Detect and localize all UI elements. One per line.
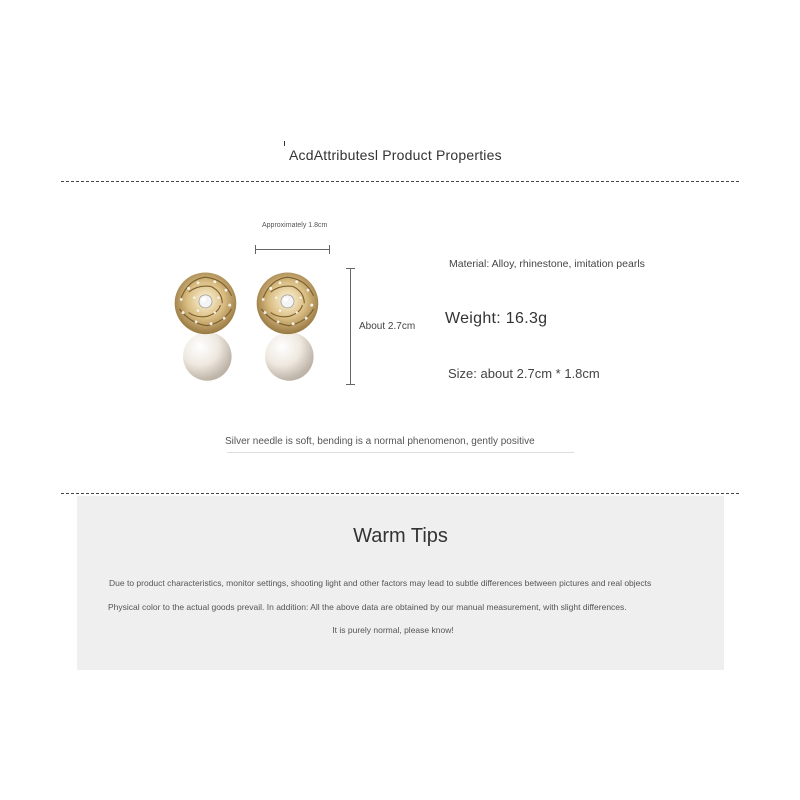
divider-bottom	[61, 493, 739, 494]
spec-size: Size: about 2.7cm * 1.8cm	[448, 366, 600, 381]
title-tick	[284, 141, 285, 146]
needle-note: Silver needle is soft, bending is a normal phenomenon, gently positive	[225, 436, 535, 447]
divider-top	[61, 181, 739, 182]
warm-tips-line-1: Due to product characteristics, monitor settings, shooting light and other factors may lead to subtle differences between pictures and real objects	[109, 578, 652, 588]
product-image	[170, 268, 330, 393]
height-measure-label: About 2.7cm	[359, 321, 416, 332]
spec-material: Material: Alloy, rhinestone, imitation pearls	[449, 258, 645, 270]
earring-right	[252, 268, 322, 388]
needle-note-underline	[227, 452, 574, 453]
width-measure-cap-right	[329, 245, 330, 254]
width-measure-line	[255, 249, 329, 250]
earring-left	[170, 268, 240, 388]
height-measure-line	[350, 268, 351, 385]
width-measure-label: Approximately 1.8cm	[262, 222, 328, 229]
warm-tips-title: Warm Tips	[353, 525, 448, 547]
height-measure-cap-bottom	[346, 384, 355, 385]
warm-tips-panel	[77, 496, 724, 670]
page-title: AcdAttributesl Product Properties	[289, 147, 502, 163]
warm-tips-line-3: It is purely normal, please know!	[332, 625, 454, 635]
spec-weight: Weight: 16.3g	[445, 310, 548, 327]
warm-tips-line-2: Physical color to the actual goods prevail. In addition: All the above data are obtained by our manual measurement, with slight differences.	[108, 602, 627, 612]
